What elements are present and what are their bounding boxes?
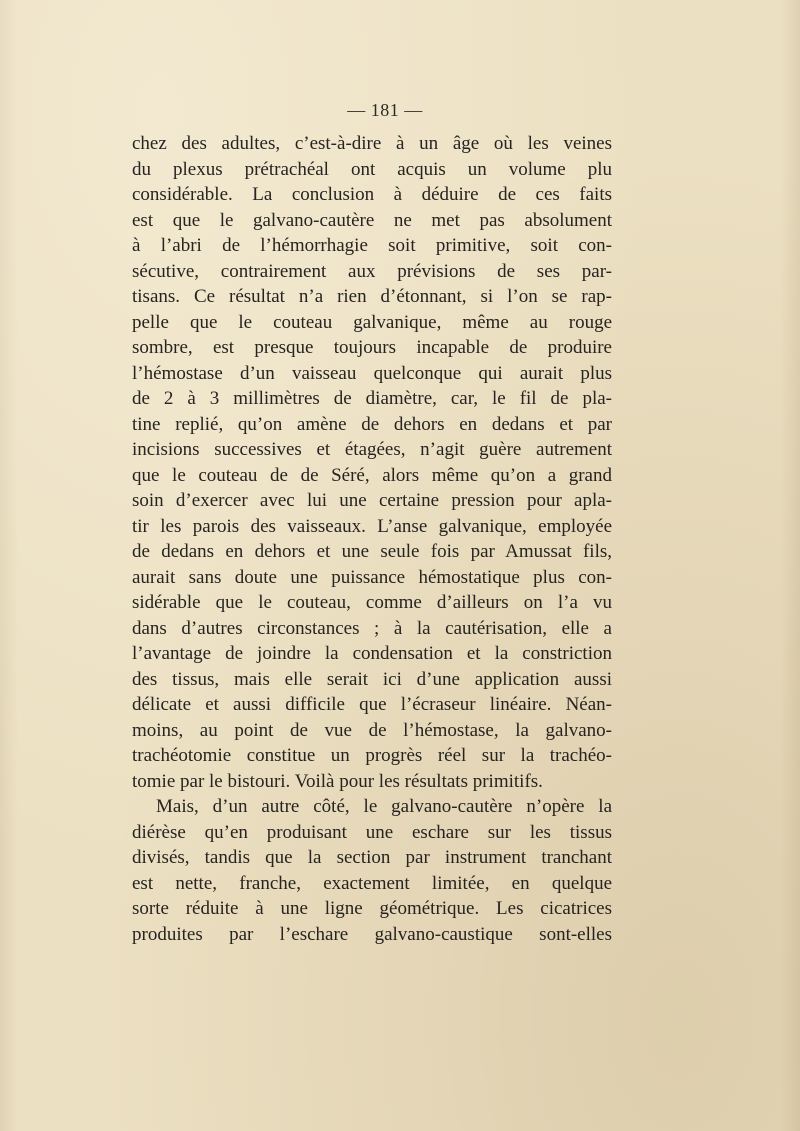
text-line: chez des adultes, c’est-à-dire à un âge où les veines	[132, 133, 612, 154]
text-line: tir les parois des vaisseaux. L’anse galvanique, employée	[132, 515, 612, 537]
text-line: que le couteau de de Séré, alors même qu’on a grand	[132, 464, 612, 486]
text-line: est que le galvano-cautère ne met pas absolument	[132, 209, 612, 231]
text-line: du plexus prétrachéal ont acquis un volume plu	[132, 158, 612, 180]
text-line: sombre, est presque toujours incapable de produire	[132, 337, 612, 358]
body-text	[132, 131, 612, 947]
text-line: l’avantage de joindre la condensation et la constriction	[132, 643, 612, 664]
text-line: de dedans en dehors et une seule fois par Amussat fils,	[132, 541, 612, 562]
text-line: sécutive, contrairement aux prévisions de ses par-	[132, 260, 612, 282]
text-line: est nette, franche, exactement limitée, en quelque	[132, 872, 612, 894]
text-line: l’hémostase d’un vaisseau quelconque qui aurait plus	[132, 362, 612, 384]
text-line: de 2 à 3 millimètres de diamètre, car, le fil de pla-	[132, 388, 612, 409]
text-line: produites par l’eschare galvano-caustique sont-elles	[132, 923, 612, 945]
text-line: dans d’autres circonstances ; à la cautérisation, elle a	[132, 617, 612, 639]
text-line: divisés, tandis que la section par instrument tranchant	[132, 847, 612, 868]
text-line: des tissus, mais elle serait ici d’une application aussi	[132, 668, 612, 690]
text-line: moins, au point de vue de l’hémostase, la galvano-	[132, 719, 612, 741]
text-line: tomie par le bistouri. Voilà pour les résultats primitifs.	[132, 770, 543, 792]
text-line: sorte réduite à une ligne géométrique. Les cicatrices	[132, 898, 612, 919]
text-line: sidérable que le couteau, comme d’ailleurs on l’a vu	[132, 592, 612, 613]
text-line: tisans. Ce résultat n’a rien d’étonnant, si l’on se rap-	[132, 286, 612, 307]
page-number: — 181 —	[347, 100, 423, 120]
text-line: à l’abri de l’hémorrhagie soit primitive, soit con-	[132, 235, 612, 256]
text-line: trachéotomie constitue un progrès réel sur la trachéo-	[132, 745, 612, 766]
text-line: considérable. La conclusion à déduire de ces faits	[132, 184, 612, 205]
text-line: Mais, d’un autre côté, le galvano-cautère n’opère la	[156, 796, 612, 817]
text-line: pelle que le couteau galvanique, même au rouge	[132, 311, 612, 333]
text-line: tine replié, qu’on amène de dehors en dedans et par	[132, 413, 612, 435]
text-line: diérèse qu’en produisant une eschare sur les tissus	[132, 821, 612, 843]
text-line: soin d’exercer avec lui une certaine pression pour apla-	[132, 490, 612, 511]
text-line: délicate et aussi difficile que l’écraseur linéaire. Néan-	[132, 694, 612, 715]
text-line: incisions successives et étagées, n’agit guère autrement	[132, 439, 612, 460]
text-line: aurait sans doute une puissance hémostatique plus con-	[132, 566, 612, 588]
